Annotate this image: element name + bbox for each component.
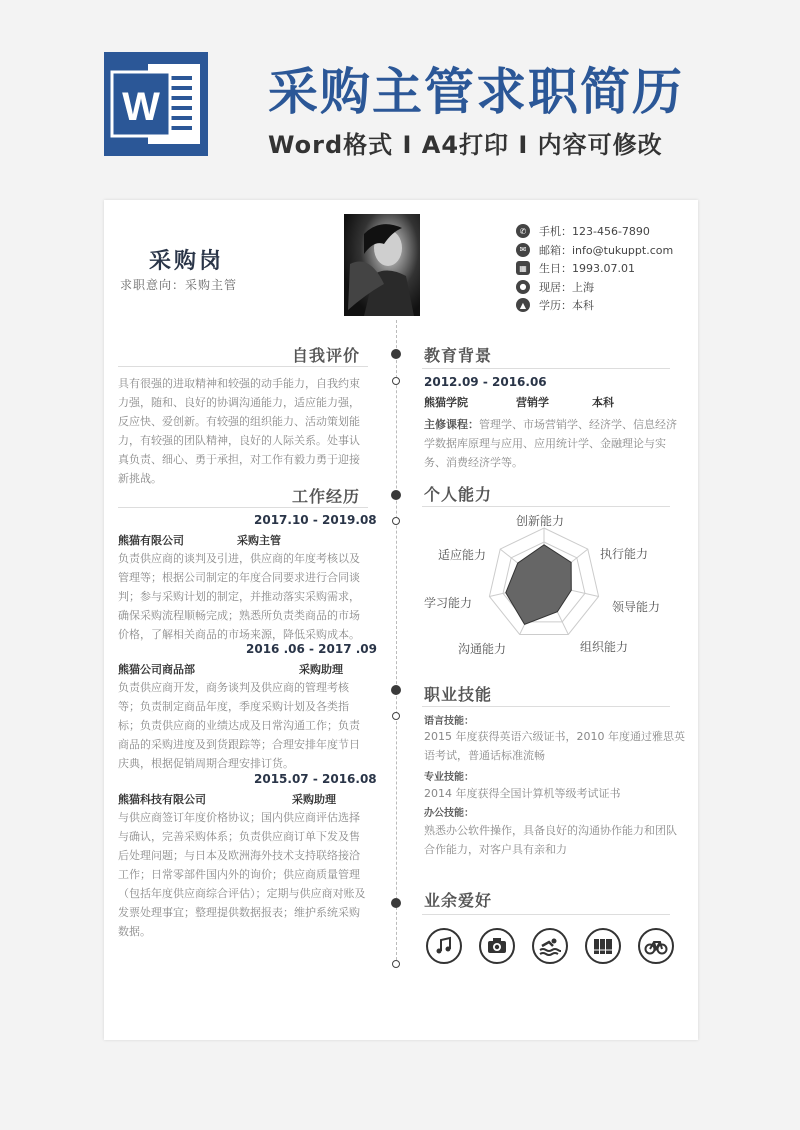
divider bbox=[422, 506, 670, 507]
self-eval-title: 自我评价 bbox=[292, 346, 361, 365]
work-role: 采购助理 bbox=[299, 663, 343, 676]
work-desc: 负责供应商开发，商务谈判及供应商的管理考核等；负责制定商品年度，季度采购计划及各类指标；负责供应商的业绩达成及日常沟通工作；负责商品的采购进度及到货跟踪等；合理安排年度节日庆典，根据促销周期合理安排订货。 bbox=[118, 681, 360, 770]
phone-icon: ✆ bbox=[516, 224, 530, 238]
work-date: 2015.07 - 2016.08 bbox=[254, 772, 377, 786]
divider bbox=[422, 368, 670, 369]
contact-email-text: 邮箱：info@tukuppt.com bbox=[539, 243, 674, 257]
skill-label: 专业技能： bbox=[424, 772, 474, 783]
contact-phone-text: 手机：123-456-7890 bbox=[539, 225, 650, 238]
radar-axis-label: 组织能力 bbox=[580, 640, 629, 654]
work-company: 熊猫科技有限公司 bbox=[118, 793, 206, 806]
timeline-dot-open bbox=[392, 960, 400, 968]
resume-page bbox=[104, 200, 698, 1040]
timeline-dot bbox=[391, 349, 401, 359]
ability-title: 个人能力 bbox=[424, 485, 493, 504]
timeline-line bbox=[396, 320, 397, 965]
skill-text: 熟悉办公软件操作，具备良好的沟通协作能力和团队合作能力，对客户具有亲和力 bbox=[424, 824, 677, 856]
camera-icon bbox=[479, 928, 515, 964]
ability-radar-chart bbox=[474, 518, 614, 648]
skill-label: 办公技能： bbox=[424, 808, 474, 819]
work-desc: 与供应商签订年度价格协议；国内供应商评估选择与确认，完善采购体系；负责供应商订单下发及售后处理问题；与日本及欧洲海外技术支持联络接洽工作；日常零部件国内外的询价；供应商质量管理（包括年度供应商综合评估）；定期与供应商对账及发票处理事宜；整理提供数据报表；维护系统采购数据。 bbox=[118, 811, 366, 938]
contact-location-text: 现居：上海 bbox=[539, 280, 594, 294]
courses-text: 管理学、市场营销学、经济学、信息经济学数据库原理与应用、应用统计学、金融理论与实务、消费经济学等。 bbox=[424, 418, 677, 469]
work-date: 2017.10 - 2019.08 bbox=[254, 513, 377, 527]
education-school: 熊猫学院 bbox=[424, 396, 468, 409]
contact-phone bbox=[516, 222, 673, 240]
banner bbox=[0, 0, 800, 200]
candidate-name: 采购岗 bbox=[149, 249, 225, 274]
timeline-dot-open bbox=[392, 712, 400, 720]
graduation-cap-icon: ▲ bbox=[516, 298, 530, 312]
location-icon: ● bbox=[516, 280, 530, 294]
education-date: 2012.09 - 2016.06 bbox=[424, 375, 547, 389]
courses-label: 主修课程： bbox=[424, 418, 479, 431]
divider bbox=[422, 706, 670, 707]
radar-axis-label: 创新能力 bbox=[516, 514, 565, 528]
radar-axis-label: 执行能力 bbox=[600, 547, 649, 561]
contact-list bbox=[516, 222, 673, 315]
radar-axis-label: 适应能力 bbox=[438, 548, 487, 562]
divider bbox=[118, 507, 368, 508]
email-icon: ✉ bbox=[516, 243, 530, 257]
svg-text:W: W bbox=[122, 85, 160, 129]
work-company: 熊猫有限公司 bbox=[118, 534, 184, 547]
radar-axis-label: 领导能力 bbox=[612, 600, 661, 614]
skill-text: 2014 年度获得全国计算机等级考试证书 bbox=[424, 787, 621, 800]
portrait-silhouette bbox=[344, 214, 420, 316]
work-role: 采购主管 bbox=[237, 534, 281, 547]
banner-title: 采购主管求职简历 bbox=[268, 63, 684, 121]
contact-email bbox=[516, 241, 673, 259]
calendar-icon: ▦ bbox=[516, 261, 530, 275]
timeline-dot bbox=[391, 490, 401, 500]
divider bbox=[422, 914, 670, 915]
education-courses bbox=[424, 415, 686, 472]
self-eval-text: 具有很强的进取精神和较强的动手能力，自我约束力强，随和、良好的协调沟通能力，适应能力强，反应快、爱创新。有较强的组织能力、活动策划能力，有较强的团队精神，良好的人际关系。处事认真负责、细心、勇于承担，对工作有毅力勇于迎接新挑战。 bbox=[118, 377, 360, 485]
divider bbox=[118, 366, 368, 367]
education-major: 营销学 bbox=[516, 396, 549, 409]
bicycle-icon bbox=[638, 928, 674, 964]
contact-birthday-text: 生日：1993.07.01 bbox=[539, 262, 635, 275]
job-intent: 求职意向：采购主管 bbox=[120, 278, 238, 292]
books-icon bbox=[585, 928, 621, 964]
timeline-dot bbox=[391, 685, 401, 695]
work-role: 采购助理 bbox=[292, 793, 336, 806]
timeline-dot bbox=[391, 898, 401, 908]
work-title: 工作经历 bbox=[292, 487, 361, 506]
timeline-dot-open bbox=[392, 377, 400, 385]
word-logo-icon bbox=[104, 52, 208, 156]
radar-data-area bbox=[506, 545, 572, 625]
education-title: 教育背景 bbox=[424, 346, 493, 365]
contact-location bbox=[516, 278, 673, 296]
work-company: 熊猫公司商品部 bbox=[118, 663, 195, 676]
education-degree: 本科 bbox=[592, 396, 614, 409]
banner-subtitle: Word格式 I A4打印 I 内容可修改 bbox=[268, 131, 663, 159]
skill-text: 2015 年度获得英语六级证书，2010 年度通过雅思英语考试，普通话标准流畅 bbox=[424, 730, 685, 762]
profile-photo bbox=[344, 214, 420, 316]
hobbies-title: 业余爱好 bbox=[424, 891, 493, 910]
skills-title: 职业技能 bbox=[424, 685, 493, 704]
radar-axis-label: 学习能力 bbox=[424, 596, 473, 610]
contact-education bbox=[516, 296, 673, 314]
swimming-icon bbox=[532, 928, 568, 964]
radar-axis-label: 沟通能力 bbox=[458, 642, 507, 656]
contact-birthday bbox=[516, 259, 673, 277]
timeline-dot-open bbox=[392, 517, 400, 525]
work-date: 2016 .06 - 2017 .09 bbox=[246, 642, 378, 656]
skill-label: 语言技能： bbox=[424, 716, 474, 727]
work-desc: 负责供应商的谈判及引进，供应商的年度考核以及管理等；根据公司制定的年度合同要求进行合同谈判；参与采购计划的制定，并推动落实采购需求，确保采购流程顺畅完成；熟悉所负责类商品的市场价格，了解相关商品的市场来源，降低采购成本。 bbox=[118, 552, 360, 641]
contact-education-text: 学历：本科 bbox=[539, 299, 594, 312]
music-icon bbox=[426, 928, 462, 964]
